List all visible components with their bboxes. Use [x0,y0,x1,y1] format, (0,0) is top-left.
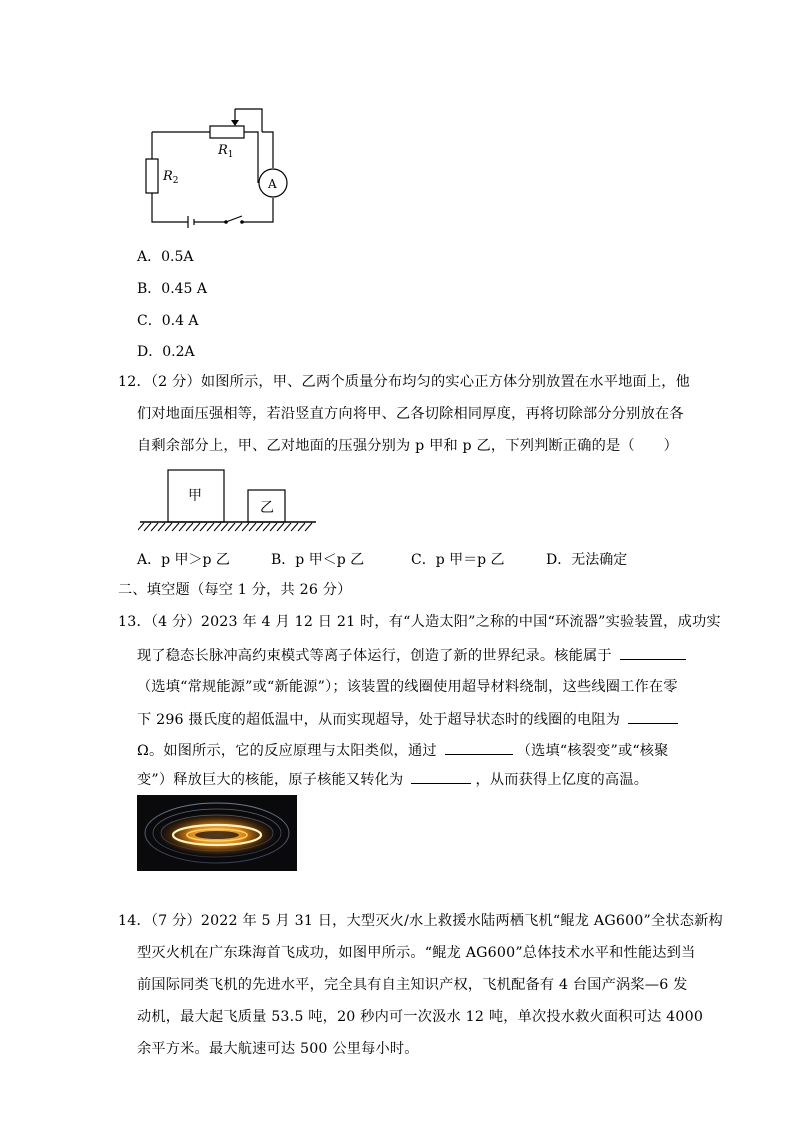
ground-hatch [305,523,312,531]
ground-hatch [298,523,305,531]
ground-hatch [228,523,235,531]
ground-hatch [144,523,151,531]
q13-line-3: （选填“常规能源”或“新能源”）；该装置的线圈使用超导材料绕制，这些线圈工作在零 [137,679,678,695]
q12-line-2: 们对地面压强相等，若沿竖直方向将甲、乙各切除相同厚度，再将切除部分分别放在各 [137,406,684,422]
r2-label: $R_2$ [163,169,179,186]
ground-hatch [151,523,158,531]
blank-3[interactable] [445,740,513,755]
q14-line-2: 型灭火机在广东珠海首飞成功，如图甲所示。“鲲龙 AG600”总体技术水平和性能达到当 [137,945,696,961]
ground-hatch [291,523,298,531]
ground-hatch [200,523,207,531]
ground-hatch [221,523,228,531]
ammeter-label: A [268,177,277,191]
q12-option-a: A．p 甲＞p 乙 [137,552,230,568]
q13-line-2: 现了稳态长脉冲高约束模式等离子体运行，创造了新的世界纪录。核能属于 [137,645,690,666]
ground-hatch [179,523,186,531]
q14-line-3: 前国际同类飞机的先进水平，完全具有自主知识产权，飞机配备有 4 台国产涡桨—6 发 [137,977,688,993]
q13-line-5: Ω。如图所示，它的反应原理与太阳类似，通过 （选填“核裂变”或“核聚 [137,740,669,761]
ground-hatch [284,523,291,531]
r1-label: $R_1$ [218,143,234,160]
ground-hatch [193,523,200,531]
ground-hatch [235,523,242,531]
ground-hatch [214,523,221,531]
resistor-r2 [146,159,158,193]
q12-line-1: 12．（2 分）如图所示，甲、乙两个质量分布均匀的实心正方体分别放置在水平地面上，他 [118,374,691,390]
q14-line-5: 余平方米。最大航速可达 500 公里每小时。 [137,1041,419,1057]
circuit-diagram [130,100,300,235]
q13-line-1: 13．（4 分）2023 年 4 月 12 日 21 时，有“人造太阳”之称的中国“环流器”实验装置，成功实 [118,614,721,630]
q12-option-b: B．p 甲＜p 乙 [271,552,365,568]
ground-hatch [138,523,144,531]
blocks-figure [138,466,320,536]
q12-option-d: D．无法确定 [546,552,628,568]
blank-2[interactable] [628,709,678,724]
ground-hatch [186,523,193,531]
resistor-r1 [210,126,244,138]
ground-hatch [242,523,249,531]
q13-line-6: 变”）释放巨大的核能，原子核能又转化为 ，从而获得上亿度的高温。 [137,769,648,790]
ground-hatch [158,523,165,531]
q14-line-1: 14．（7 分）2022 年 5 月 31 日，大型灭火/水上救援水陆两栖飞机“鲲龙 AG600”全状态新构 [118,913,723,929]
q12-line-3: 自剩余部分上，甲、乙对地面的压强分别为 p 甲和 p 乙，下列判断正确的是（ ） [137,438,678,454]
ground-hatch [207,523,214,531]
blank-4[interactable] [411,769,471,784]
block-yi-label: 乙 [260,500,274,516]
q11-option-d: D．0.2A [137,344,195,360]
ground-hatch [256,523,263,531]
block-jia-label: 甲 [188,488,202,504]
q11-option-c: C．0.4 A [137,313,199,329]
q14-line-4: 动机，最大起飞质量 53.5 吨，20 秒内可一次汲水 12 吨，单次投水救火面积可达 4000 [137,1009,704,1025]
ground-hatch [249,523,256,531]
ground-hatch [277,523,284,531]
q11-option-a: A．0.5A [137,249,194,265]
ground-hatch [263,523,270,531]
tokamak-image [137,795,297,871]
q11-option-b: B．0.45 A [137,281,208,297]
q13-line-4: 下 296 摄氏度的超低温中，从而实现超导，处于超导状态时的线圈的电阻为 [137,709,682,730]
q12-option-c: C．p 甲＝p 乙 [411,552,505,568]
ground-hatch [270,523,277,531]
blank-1[interactable] [620,645,686,660]
ground-hatch [165,523,172,531]
ground-hatch [172,523,179,531]
section2-title: 二、填空题（每空 1 分，共 26 分） [118,582,352,598]
